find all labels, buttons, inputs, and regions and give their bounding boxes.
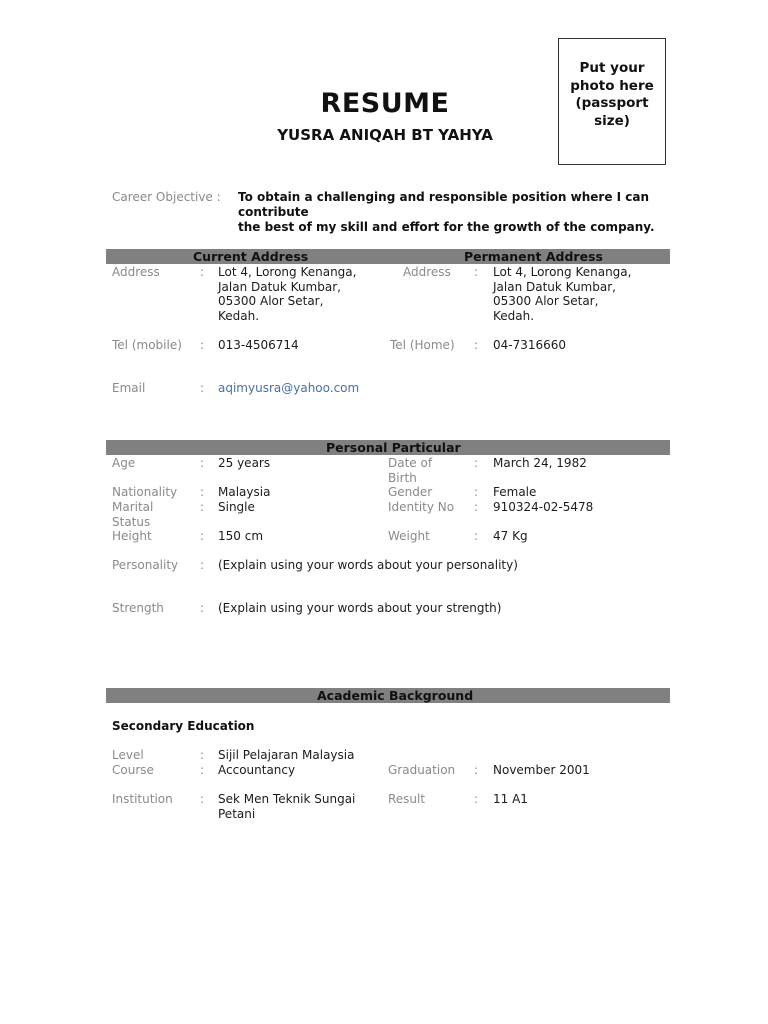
tel-mobile-label: Tel (mobile) [112, 338, 182, 352]
colon: : [474, 500, 479, 514]
career-line: the best of my skill and effort for the growth of the company. [238, 220, 655, 234]
course-label: Course [112, 763, 154, 777]
colon: : [474, 265, 479, 279]
address-line: 05300 Alor Setar, [493, 294, 599, 308]
career-objective-text [238, 190, 678, 235]
graduation-label: Graduation [388, 763, 456, 777]
tel-mobile-value: 013-4506714 [218, 338, 299, 352]
colon: : [200, 500, 205, 514]
nationality-value: Malaysia [218, 485, 271, 499]
personality-value: (Explain using your words about your personality) [218, 558, 518, 572]
colon: : [200, 338, 205, 352]
secondary-education-heading: Secondary Education [112, 719, 255, 733]
identity-label: Identity No [388, 500, 455, 514]
marital-label-line: Marital [112, 500, 154, 514]
personal-section-bar [106, 440, 670, 455]
colon: : [200, 792, 205, 806]
current-address-label: Address [112, 265, 160, 279]
permanent-address-label: Address [403, 265, 451, 279]
institution-label: Institution [112, 792, 173, 806]
academic-background-heading: Academic Background [317, 688, 474, 703]
email-label: Email [112, 381, 146, 395]
dob-label-line: Date of [388, 456, 433, 470]
marital-value: Single [218, 500, 255, 514]
address-line: Jalan Datuk Kumbar, [218, 279, 341, 294]
gender-label: Gender [388, 485, 433, 499]
weight-value: 47 Kg [493, 529, 528, 543]
colon: : [474, 338, 479, 352]
level-label: Level [112, 748, 144, 762]
colon: : [474, 456, 479, 470]
personality-label: Personality [112, 558, 179, 572]
colon: : [474, 763, 479, 777]
colon: : [200, 529, 205, 543]
identity-value: 910324-02-5478 [493, 500, 594, 514]
photo-line: (passport [575, 95, 649, 111]
address-section-bar [106, 249, 670, 264]
nationality-label: Nationality [112, 485, 178, 499]
marital-label [112, 500, 153, 529]
course-value: Accountancy [218, 763, 296, 777]
institution-value [218, 792, 355, 821]
address-line: Kedah. [218, 308, 260, 323]
dob-label-line: Birth [388, 470, 417, 485]
colon: : [474, 529, 479, 543]
colon: : [200, 748, 205, 762]
strength-label: Strength [112, 601, 164, 615]
email-link[interactable]: aqimyusra@yahoo.com [218, 381, 360, 395]
career-line: To obtain a challenging and responsible position where I can contribute [238, 190, 650, 219]
result-value: 11 A1 [493, 792, 528, 806]
colon: : [200, 601, 205, 615]
academic-section-bar [106, 688, 670, 703]
graduation-value: November 2001 [493, 763, 590, 777]
height-label: Height [112, 529, 152, 543]
photo-line: size) [594, 112, 630, 129]
address-line: 05300 Alor Setar, [218, 294, 324, 308]
strength-value: (Explain using your words about your strength) [218, 601, 502, 615]
institution-line: Petani [218, 806, 256, 821]
current-address-heading: Current Address [193, 249, 309, 264]
permanent-address-heading: Permanent Address [464, 249, 603, 264]
colon: : [474, 485, 479, 499]
tel-home-label: Tel (Home) [390, 338, 455, 352]
address-line: Lot 4, Lorong Kenanga, [218, 265, 357, 279]
address-line: Kedah. [493, 308, 535, 323]
career-objective-label: Career Objective : [112, 190, 221, 204]
colon: : [200, 265, 205, 279]
weight-label: Weight [388, 529, 430, 543]
colon: : [200, 558, 205, 572]
tel-home-value: 04-7316660 [493, 338, 567, 352]
address-line: Jalan Datuk Kumbar, [493, 279, 616, 294]
address-line: Lot 4, Lorong Kenanga, [493, 265, 632, 279]
permanent-address-value [493, 265, 631, 323]
age-value: 25 years [218, 456, 271, 470]
dob-value: March 24, 1982 [493, 456, 587, 470]
marital-label-line: Status [112, 514, 151, 529]
page-title: RESUME [320, 88, 450, 119]
colon: : [200, 763, 205, 777]
height-value: 150 cm [218, 529, 264, 543]
current-address-value [218, 265, 356, 323]
photo-line: photo here [570, 77, 654, 94]
applicant-name: YUSRA ANIQAH BT YAHYA [277, 126, 493, 144]
photo-line: Put your [579, 60, 645, 76]
age-label: Age [112, 456, 136, 470]
colon: : [200, 381, 205, 395]
gender-value: Female [493, 485, 537, 499]
colon: : [474, 792, 479, 806]
colon: : [200, 456, 205, 470]
photo-placeholder[interactable] [558, 38, 666, 165]
institution-line: Sek Men Teknik Sungai [218, 792, 356, 806]
level-value: Sijil Pelajaran Malaysia [218, 748, 355, 762]
personal-particular-heading: Personal Particular [326, 440, 461, 455]
dob-label [388, 456, 432, 485]
colon: : [200, 485, 205, 499]
result-label: Result [388, 792, 426, 806]
